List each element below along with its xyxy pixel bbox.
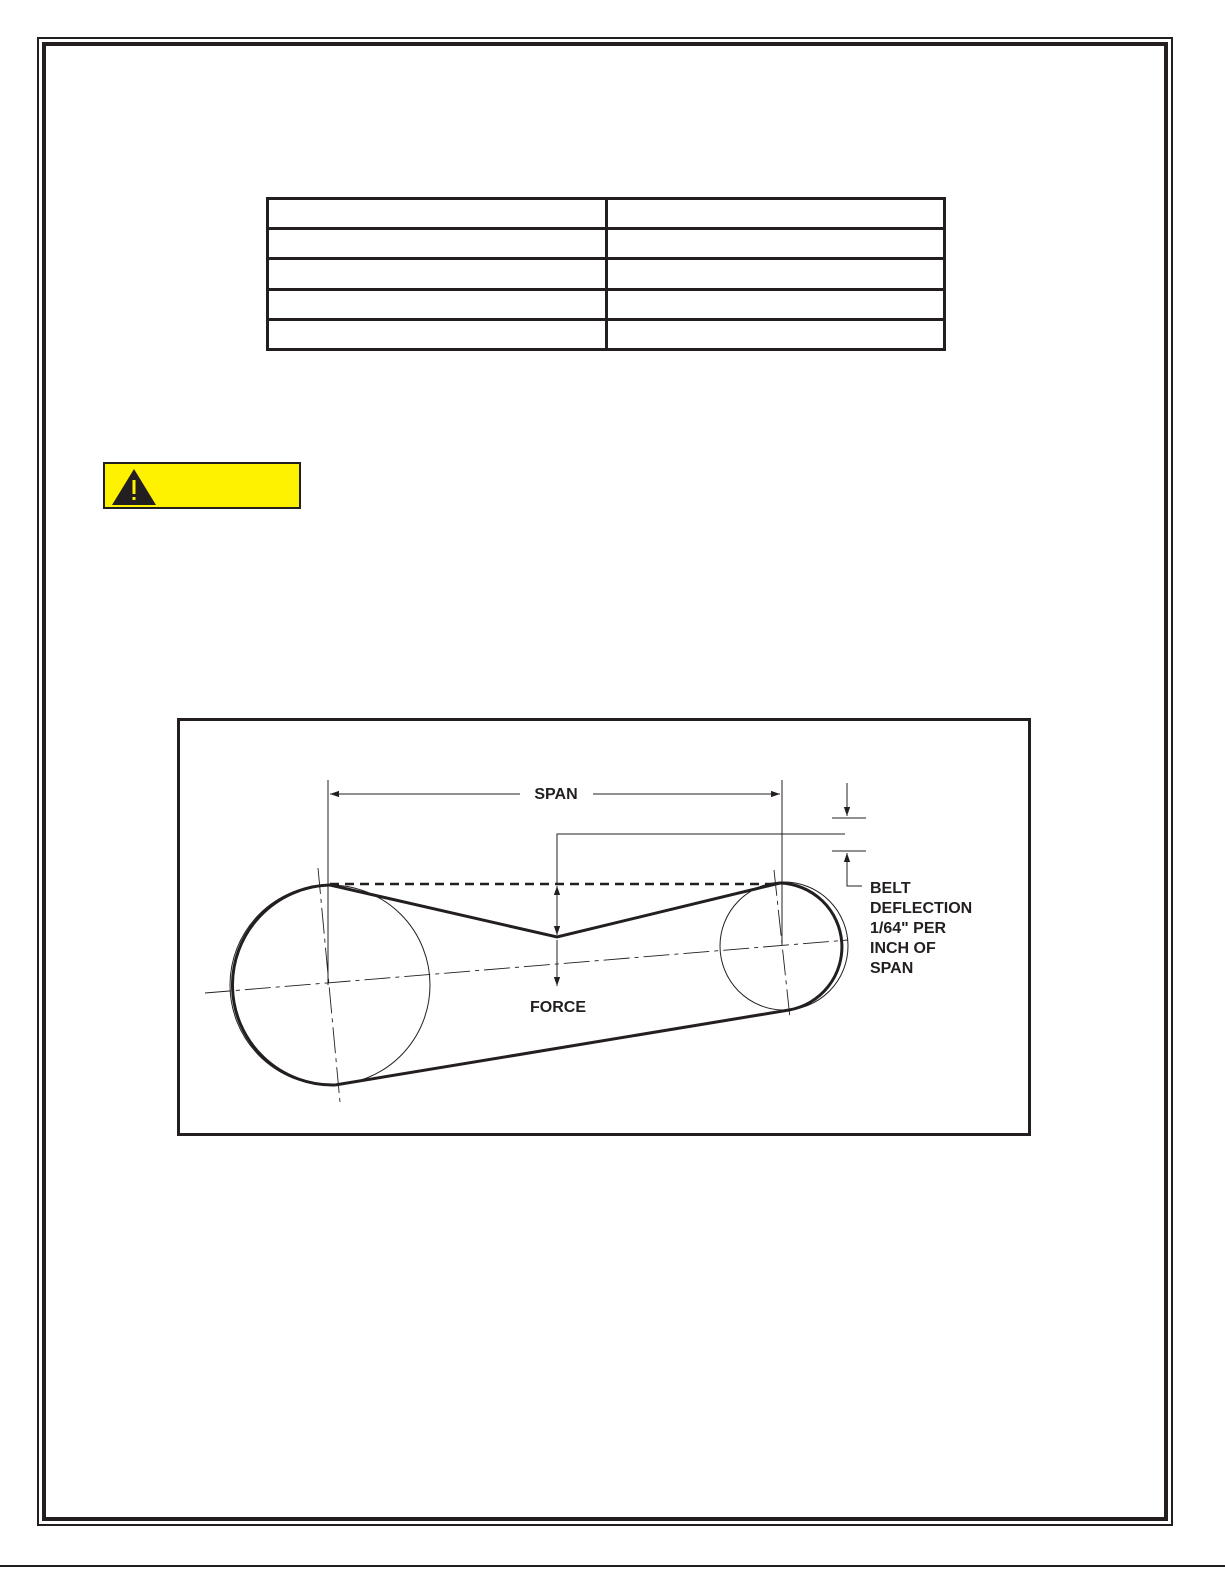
table-cell: [268, 199, 607, 229]
table-row: [268, 319, 945, 349]
large-pulley-axis-line: [318, 868, 340, 1102]
deflection-label-line-2: DEFLECTION: [870, 900, 973, 917]
page-bottom-rule: [0, 1565, 1225, 1567]
deflection-arrow-bottom: [847, 853, 862, 886]
belt-wrap-small: [780, 883, 842, 1010]
table-row: [268, 259, 945, 289]
belt-upper-strand-deflected: [330, 883, 780, 937]
deflection-label-line-3: 1/64" PER: [870, 920, 947, 937]
deflection-label-line-5: SPAN: [870, 960, 914, 977]
deflection-leader-line: [557, 834, 845, 884]
belt-lower-strand: [335, 1010, 789, 1085]
specification-table: [266, 197, 946, 351]
caution-badge: [103, 462, 301, 509]
belt-wrap-large: [232, 885, 335, 1085]
belt-diagram-drawing: [177, 718, 1031, 1136]
table-cell: [268, 319, 607, 349]
table-cell: [268, 229, 607, 259]
span-label: SPAN: [534, 786, 578, 803]
table-cell: [606, 229, 945, 259]
table-cell: [268, 259, 607, 289]
deflection-label-line-1: BELT: [870, 880, 911, 897]
warning-triangle-icon: [110, 467, 158, 507]
pulley-center-line: [205, 940, 848, 993]
table-cell: [606, 199, 945, 229]
table-row: [268, 289, 945, 319]
small-pulley: [720, 882, 848, 1010]
deflection-label-line-4: INCH OF: [870, 940, 936, 957]
table-row: [268, 199, 945, 229]
table-row: [268, 229, 945, 259]
table-cell: [606, 289, 945, 319]
table-cell: [268, 289, 607, 319]
belt-tension-diagram: [177, 718, 1031, 1136]
table-cell: [606, 259, 945, 289]
force-label: FORCE: [530, 999, 586, 1016]
table-cell: [606, 319, 945, 349]
